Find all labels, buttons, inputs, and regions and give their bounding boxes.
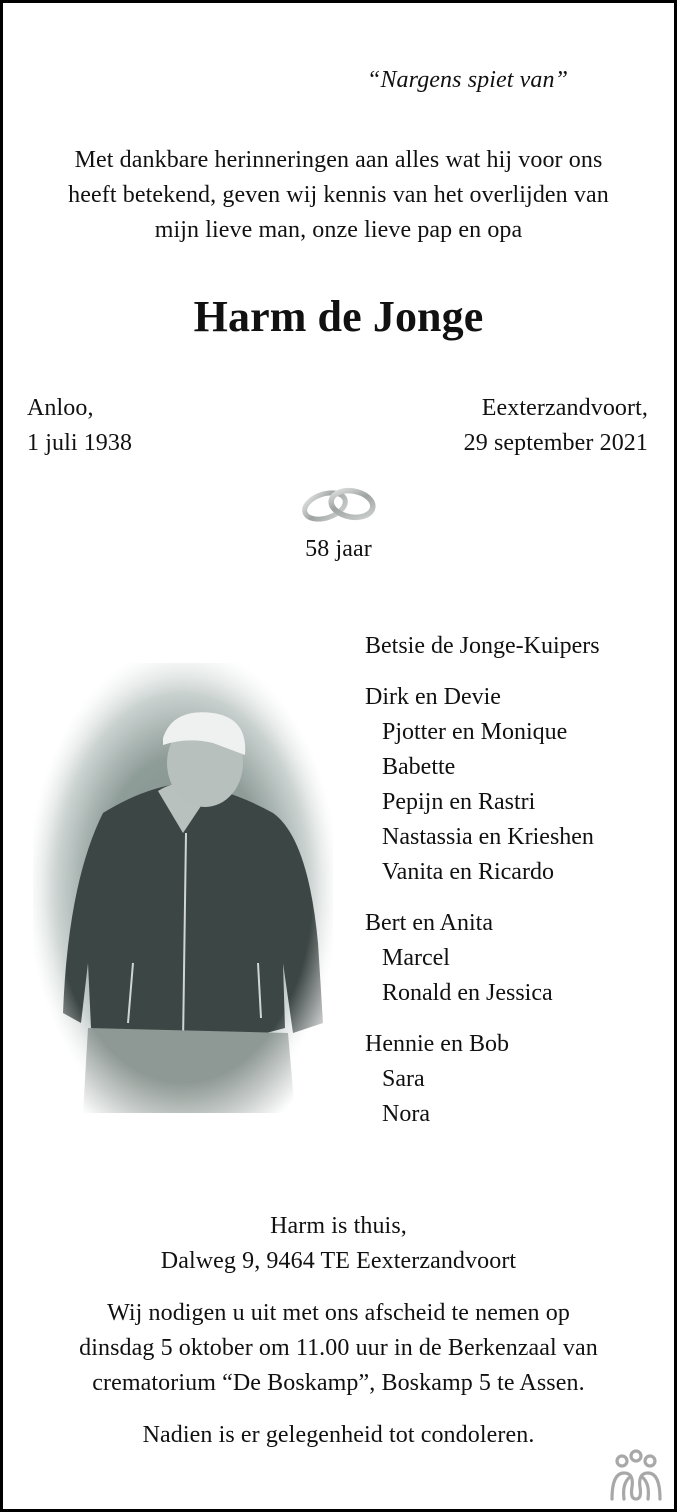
family-parents: Dirk en Devie bbox=[365, 684, 501, 710]
spouse-name: Betsie de Jonge-Kuipers bbox=[365, 633, 600, 659]
family-list bbox=[365, 629, 600, 1132]
family-child: Nora bbox=[382, 1101, 430, 1127]
invitation-line: dinsdag 5 oktober om 11.00 uur in de Berkenzaal van bbox=[79, 1335, 598, 1361]
birth-date: 1 juli 1938 bbox=[27, 430, 133, 456]
portrait-photo bbox=[33, 663, 333, 1113]
death-place: Eexterzandvoort, bbox=[481, 395, 648, 421]
wedding-rings-icon bbox=[299, 484, 379, 524]
family-people-icon bbox=[608, 1449, 664, 1501]
motto: “Nargens spiet van” bbox=[367, 67, 569, 93]
intro-line: heeft betekend, geven wij kennis van het overlijden van bbox=[68, 182, 609, 208]
family-child: Babette bbox=[382, 754, 456, 780]
home-address bbox=[3, 1209, 674, 1279]
home-line: Harm is thuis, bbox=[270, 1213, 407, 1239]
family-child: Vanita en Ricardo bbox=[382, 859, 554, 885]
family-parents: Hennie en Bob bbox=[365, 1031, 509, 1057]
invitation-line: Wij nodigen u uit met ons afscheid te nemen op bbox=[107, 1300, 570, 1326]
intro-line: mijn lieve man, onze lieve pap en opa bbox=[154, 217, 523, 243]
deceased-name: Harm de Jonge bbox=[193, 292, 484, 341]
family-child: Pepijn en Rastri bbox=[382, 789, 536, 815]
invitation-text bbox=[3, 1296, 674, 1401]
home-line: Dalweg 9, 9464 TE Eexterzandvoort bbox=[160, 1248, 517, 1274]
family-child: Ronald en Jessica bbox=[382, 980, 553, 1006]
family-child: Nastassia en Krieshen bbox=[382, 824, 594, 850]
marriage-years: 58 jaar bbox=[305, 536, 372, 562]
invitation-line: crematorium “De Boskamp”, Boskamp 5 te Assen. bbox=[92, 1370, 585, 1396]
family-parents: Bert en Anita bbox=[365, 910, 493, 936]
birth-info bbox=[27, 391, 132, 461]
obituary-card bbox=[3, 3, 674, 1509]
intro-line: Met dankbare herinneringen aan alles wat hij voor ons bbox=[74, 147, 603, 173]
family-child: Sara bbox=[382, 1066, 425, 1092]
family-child: Marcel bbox=[382, 945, 450, 971]
family-child: Pjotter en Monique bbox=[382, 719, 568, 745]
death-info bbox=[464, 391, 648, 461]
birth-place: Anloo, bbox=[27, 395, 94, 421]
death-date: 29 september 2021 bbox=[463, 430, 648, 456]
intro-text bbox=[3, 143, 674, 248]
closing-text: Nadien is er gelegenheid tot condoleren. bbox=[142, 1422, 535, 1448]
